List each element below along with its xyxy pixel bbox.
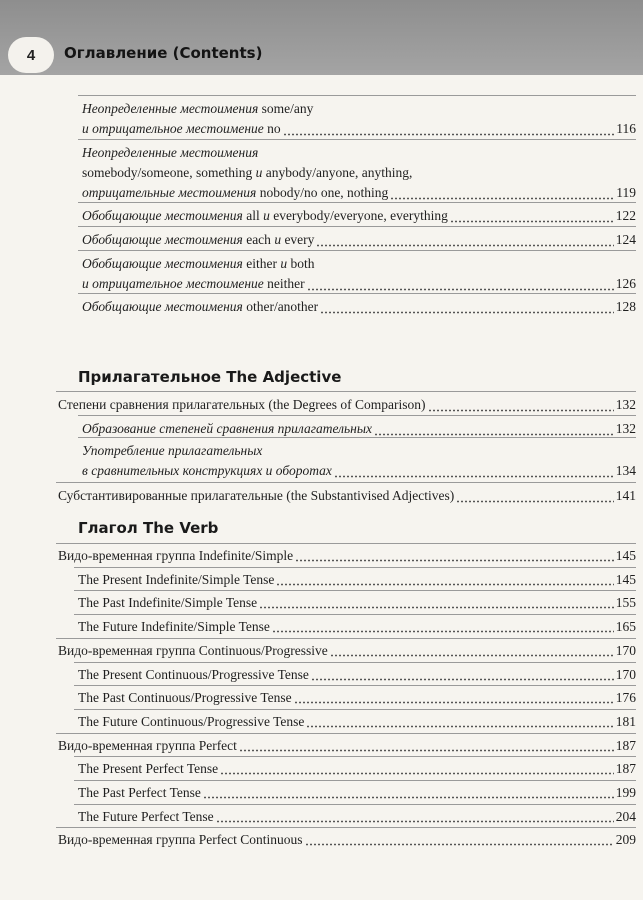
divider (78, 250, 636, 251)
dot-leader (390, 197, 614, 200)
toc-page-number: 204 (615, 809, 636, 824)
toc-entry-line (78, 618, 636, 636)
toc-entry-line (82, 183, 636, 203)
toc-page-number: 165 (615, 619, 636, 634)
toc-entry-line (82, 461, 636, 481)
divider (56, 543, 636, 544)
toc-entry-text: The Present Continuous/Progressive Tense (78, 667, 309, 682)
toc-entry-text: Субстантивированные прилагательные (the Substantivised Adjectives) (58, 488, 455, 503)
toc-entry-text: Видо-временная группа Perfect (58, 738, 237, 753)
toc-entry (78, 784, 636, 802)
toc-page-number: 209 (615, 832, 636, 847)
toc-entry (82, 230, 636, 250)
toc-entry (82, 99, 636, 139)
toc-entry-line (58, 395, 636, 415)
toc-page-number: 119 (616, 185, 636, 200)
toc-entry (78, 571, 636, 589)
divider (74, 756, 636, 757)
toc-entry (78, 808, 636, 826)
toc-entry-line (82, 441, 636, 461)
dot-leader (334, 475, 614, 478)
toc-page-number: 187 (615, 761, 636, 776)
toc-entry-text: Видо-временная группа Perfect Continuous (58, 832, 303, 847)
toc-entry-text: Обобщающие местоимения other/another (82, 299, 319, 314)
toc-entry-text: The Future Perfect Tense (78, 809, 214, 824)
toc-page-number: 126 (615, 276, 636, 291)
toc-entry-line (58, 547, 636, 565)
toc-page-number: 141 (615, 488, 636, 503)
running-header (0, 0, 643, 75)
toc-page-number: 181 (615, 714, 636, 729)
dot-leader (311, 678, 614, 681)
toc-entry-line (82, 163, 636, 183)
section-heading: Прилагательное The Adjective (78, 368, 342, 386)
toc-entry (78, 618, 636, 636)
toc-page-number: 134 (615, 463, 636, 478)
divider (74, 685, 636, 686)
toc-entry-text: Неопределенные местоимения (82, 145, 259, 160)
toc-page-number: 132 (615, 397, 636, 412)
toc-entry-line (58, 642, 636, 660)
toc-entry-line (78, 594, 636, 612)
toc-entry-text: The Past Indefinite/Simple Tense (78, 595, 258, 610)
dot-leader (316, 244, 613, 247)
divider (74, 780, 636, 781)
toc-page-number: 187 (615, 738, 636, 753)
dot-leader (330, 654, 614, 657)
dot-leader (259, 606, 614, 609)
toc-entry-text: отрицательные местоимения nobody/no one, nothing (82, 185, 389, 200)
toc-entry (82, 143, 636, 203)
divider (56, 391, 636, 392)
toc-entry (82, 441, 636, 481)
toc-page-number: 116 (616, 121, 636, 136)
divider (78, 139, 636, 140)
dot-leader (306, 725, 613, 728)
dot-leader (272, 630, 614, 633)
divider (56, 638, 636, 639)
toc-entry (78, 713, 636, 731)
toc-entry-text: в сравнительных конструкциях и оборотах (82, 463, 332, 478)
toc-entry (82, 297, 636, 317)
toc-page-number: 155 (615, 595, 636, 610)
dot-leader (239, 749, 614, 752)
dot-leader (203, 796, 614, 799)
divider (56, 482, 636, 483)
dot-leader (295, 559, 614, 562)
toc-page-number: 124 (615, 232, 636, 247)
toc-entry-line (78, 808, 636, 826)
toc-entry (78, 594, 636, 612)
dot-leader (307, 288, 614, 291)
toc-entry-line (58, 737, 636, 755)
toc-entry-text: The Future Indefinite/Simple Tense (78, 619, 270, 634)
dot-leader (220, 772, 614, 775)
toc-entry-line (78, 571, 636, 589)
dot-leader (276, 583, 613, 586)
toc-entry-text: Степени сравнения прилагательных (the Degrees of Comparison) (58, 397, 426, 412)
toc-entry-text: Обобщающие местоимения either и both (82, 256, 315, 271)
toc-page-number: 170 (615, 667, 636, 682)
toc-entry (78, 689, 636, 707)
toc-entry (82, 419, 636, 439)
toc-page-number: 128 (615, 299, 636, 314)
toc-entry (58, 395, 636, 415)
divider (74, 590, 636, 591)
dot-leader (456, 500, 614, 503)
divider (56, 827, 636, 828)
toc-page-number: 145 (615, 548, 636, 563)
toc-entry-text: Видо-временная группа Continuous/Progressive (58, 643, 328, 658)
dot-leader (305, 843, 614, 846)
toc-entry-line (82, 230, 636, 250)
toc-entry-line (82, 274, 636, 294)
divider (74, 804, 636, 805)
toc-entry (58, 642, 636, 660)
dot-leader (216, 820, 614, 823)
toc-entry-line (82, 254, 636, 274)
divider (78, 95, 636, 96)
toc-entry (82, 254, 636, 294)
toc-page-number: 122 (615, 208, 636, 223)
toc-page-number: 170 (615, 643, 636, 658)
toc-entry-line (78, 689, 636, 707)
toc-entry-line (82, 297, 636, 317)
dot-leader (428, 409, 614, 412)
toc-entry-text: The Future Continuous/Progressive Tense (78, 714, 305, 729)
dot-leader (320, 311, 614, 314)
toc-entry-line (58, 486, 636, 506)
toc-entry-text: somebody/someone, something и anybody/anyone, anything, (82, 165, 413, 180)
divider (74, 709, 636, 710)
toc-entry-text: The Past Perfect Tense (78, 785, 201, 800)
divider (78, 437, 636, 438)
divider (74, 567, 636, 568)
toc-entry-line (78, 713, 636, 731)
toc-entry-text: Обобщающие местоимения each и every (82, 232, 315, 247)
dot-leader (283, 133, 615, 136)
toc-entry (78, 760, 636, 778)
toc-entry-line (82, 99, 636, 119)
toc-entry (58, 831, 636, 849)
divider (74, 614, 636, 615)
toc-entry-text: The Present Perfect Tense (78, 761, 219, 776)
toc-entry-text: и отрицательное местоимение neither (82, 276, 305, 291)
toc-entry-line (58, 831, 636, 849)
toc-entry-line (78, 784, 636, 802)
toc-page-number: 132 (615, 421, 636, 436)
toc-entry (78, 666, 636, 684)
dot-leader (374, 433, 614, 436)
header-title: Оглавление (Contents) (64, 44, 263, 62)
page-number: 4 (8, 37, 54, 73)
toc-entry-line (78, 666, 636, 684)
toc-entry (58, 547, 636, 565)
toc-entry-text: Образование степеней сравнения прилагательных (82, 421, 372, 436)
toc-page-number: 199 (615, 785, 636, 800)
toc-entry-text: Обобщающие местоимения all и everybody/everyone, everything (82, 208, 448, 223)
toc-entry-text: Неопределенные местоимения some/any (82, 101, 314, 116)
divider (78, 202, 636, 203)
toc-entry (82, 206, 636, 226)
divider (78, 415, 636, 416)
dot-leader (450, 220, 614, 223)
toc-entry (58, 486, 636, 506)
dot-leader (294, 701, 614, 704)
toc-entry-line (78, 760, 636, 778)
divider (56, 733, 636, 734)
toc-entry-line (82, 119, 636, 139)
toc-entry-text: The Present Indefinite/Simple Tense (78, 572, 275, 587)
section-heading: Глагол The Verb (78, 519, 219, 537)
divider (74, 662, 636, 663)
toc-entry-text: и отрицательное местоимение no (82, 121, 281, 136)
toc-entry-line (82, 419, 636, 439)
toc-entry-text: Употребление прилагательных (82, 443, 263, 458)
toc-entry-text: The Past Continuous/Progressive Tense (78, 690, 292, 705)
divider (78, 226, 636, 227)
toc-entry-line (82, 143, 636, 163)
toc-page-number: 145 (615, 572, 636, 587)
toc-entry (58, 737, 636, 755)
toc-entry-text: Видо-временная группа Indefinite/Simple (58, 548, 294, 563)
toc-page-number: 176 (615, 690, 636, 705)
divider (78, 293, 636, 294)
toc-entry-line (82, 206, 636, 226)
